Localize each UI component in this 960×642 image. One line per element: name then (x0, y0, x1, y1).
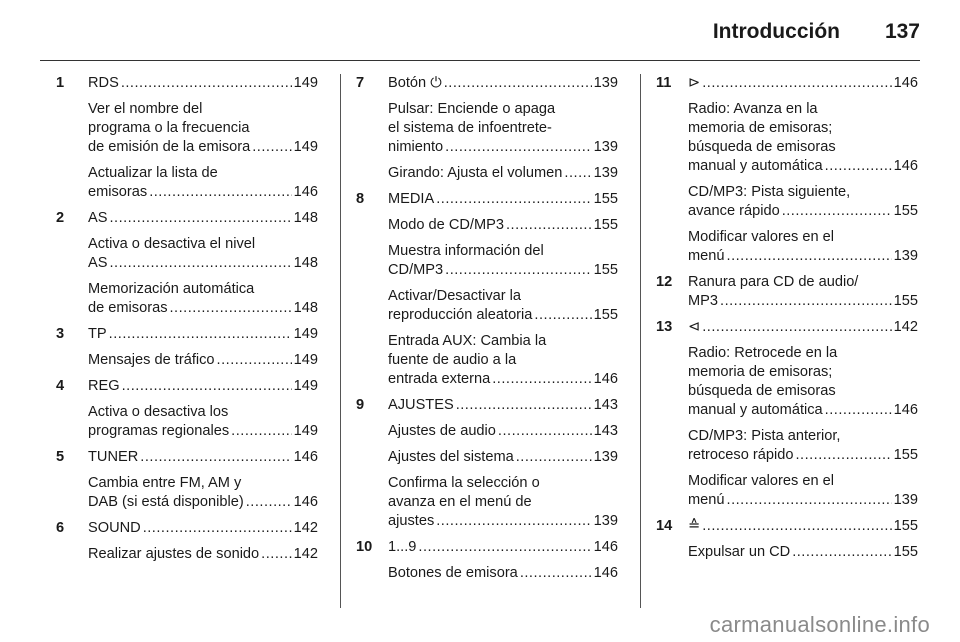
index-text: búsqueda de emisoras (688, 139, 836, 155)
page-reference: 148 (293, 255, 318, 271)
index-text: avanza en el menú de (388, 494, 532, 510)
leader-dots (149, 183, 291, 202)
page-reference: 148 (293, 210, 318, 226)
leader-dots (122, 377, 292, 396)
page-header (40, 0, 920, 56)
page-reference: 146 (593, 539, 618, 555)
column-divider (340, 74, 341, 608)
index-line (688, 74, 918, 93)
index-text: Botón ⏻ (388, 75, 442, 91)
leader-dots (436, 512, 591, 531)
page-reference: 139 (593, 139, 618, 155)
index-text: Botones de emisora (388, 565, 518, 581)
entry-number: 4 (56, 378, 65, 394)
index-text: TUNER (88, 449, 139, 465)
index-text: Radio: Avanza en la (688, 101, 818, 117)
index-entry (50, 325, 318, 344)
page-reference: 139 (893, 492, 918, 508)
page-reference: 143 (593, 397, 618, 413)
index-entry (350, 538, 618, 557)
index-column-2 (350, 74, 618, 590)
page-reference: 146 (593, 371, 618, 387)
page-reference: 146 (893, 75, 918, 91)
leader-dots (825, 157, 892, 176)
entry-number: 14 (656, 518, 673, 534)
leader-dots (436, 190, 591, 209)
leader-dots (109, 325, 292, 344)
index-entry (50, 519, 318, 538)
index-entry (350, 74, 618, 93)
index-line (688, 517, 918, 536)
page-title: Introducción (712, 20, 840, 43)
index-entry (350, 190, 618, 209)
page-reference: 155 (593, 217, 618, 233)
index-subentry (350, 474, 618, 531)
page-reference: 142 (893, 319, 918, 335)
index-line (88, 138, 318, 157)
leader-dots (516, 448, 592, 467)
entry-number: 7 (356, 75, 365, 91)
index-line (88, 209, 318, 228)
index-entry (50, 209, 318, 228)
index-line (688, 401, 918, 420)
index-text: REG (88, 378, 120, 394)
index-line (388, 261, 618, 280)
index-text: Muestra información del (388, 243, 544, 259)
entry-number: 10 (356, 539, 373, 555)
index-subentry (50, 164, 318, 202)
leader-dots (456, 396, 592, 415)
page-reference: 146 (893, 402, 918, 418)
leader-dots (702, 517, 891, 536)
entry-number: 2 (56, 210, 65, 226)
index-text: RDS (88, 75, 119, 91)
page-reference: 155 (893, 293, 918, 309)
index-text: manual y automática (688, 158, 823, 174)
leader-dots (140, 448, 291, 467)
index-subentry (350, 332, 618, 389)
index-text: Modificar valores en el (688, 473, 835, 489)
page-reference: 146 (293, 184, 318, 200)
index-column-3 (650, 74, 918, 569)
index-text: fuente de audio a la (388, 352, 517, 368)
leader-dots (445, 138, 591, 157)
index-entry (650, 74, 918, 93)
page-reference: 149 (293, 423, 318, 439)
page-reference: 139 (593, 75, 618, 91)
index-text: memoria de emisoras; (688, 120, 833, 136)
leader-dots (795, 446, 891, 465)
leader-dots (261, 545, 291, 564)
index-line (688, 318, 918, 337)
index-entry (50, 74, 318, 93)
index-text: Activa o desactiva el nivel (88, 236, 256, 252)
index-text: MEDIA (388, 191, 435, 207)
leader-dots (534, 306, 591, 325)
index-line (88, 254, 318, 273)
entry-number: 1 (56, 75, 65, 91)
index-entry (50, 377, 318, 396)
index-line (88, 325, 318, 344)
index-line (88, 351, 318, 370)
index-subentry (350, 564, 618, 583)
leader-dots (121, 74, 292, 93)
index-text: avance rápido (688, 203, 780, 219)
index-line (388, 216, 618, 235)
leader-dots (720, 292, 892, 311)
page-reference: 146 (293, 494, 318, 510)
page-reference: 146 (293, 449, 318, 465)
index-text: Actualizar la lista de (88, 165, 218, 181)
index-column-1 (50, 74, 318, 571)
entry-number: 13 (656, 319, 673, 335)
index-line (88, 422, 318, 441)
leader-dots (782, 202, 892, 221)
index-text: Pulsar: Enciende o apaga (388, 101, 556, 117)
index-subentry (350, 287, 618, 325)
leader-dots (702, 74, 891, 93)
page-reference: 139 (593, 449, 618, 465)
index-text: Entrada AUX: Cambia la (388, 333, 547, 349)
index-subentry (350, 448, 618, 467)
index-subentry (350, 164, 618, 183)
entry-number: 3 (56, 326, 65, 342)
index-text: 1...9 (388, 539, 417, 555)
index-text: el sistema de infoentrete- (388, 120, 552, 136)
leader-dots (498, 422, 592, 441)
index-text: SOUND (88, 520, 141, 536)
page-reference: 149 (293, 326, 318, 342)
index-line (688, 491, 918, 510)
index-subentry (650, 344, 918, 420)
page-reference: 139 (893, 248, 918, 264)
entry-number: 5 (56, 449, 65, 465)
watermark: carmanualsonline.info (709, 612, 930, 637)
page-reference: 155 (893, 203, 918, 219)
leader-dots (792, 543, 891, 562)
page-reference: 155 (893, 544, 918, 560)
page-reference: 149 (293, 352, 318, 368)
index-line (88, 545, 318, 564)
index-subentry (650, 427, 918, 465)
leader-dots (109, 209, 291, 228)
index-entry (50, 448, 318, 467)
index-entry (350, 396, 618, 415)
leader-dots (246, 493, 292, 512)
page-reference: 155 (893, 518, 918, 534)
index-line (388, 396, 618, 415)
index-line (88, 448, 318, 467)
index-text: CD/MP3: Pista siguiente, (688, 184, 851, 200)
index-text: AS (88, 255, 108, 271)
index-subentry (650, 183, 918, 221)
leader-dots (727, 247, 892, 266)
index-subentry (350, 242, 618, 280)
index-text: Mensajes de tráfico (88, 352, 215, 368)
leader-dots (727, 491, 892, 510)
index-text: ≙ (688, 518, 701, 534)
index-text: CD/MP3: Pista anterior, (688, 428, 841, 444)
index-text: Ajustes del sistema (388, 449, 514, 465)
index-text: ⊲ (688, 319, 701, 335)
index-line (688, 157, 918, 176)
index-text: Ver el nombre del (88, 101, 203, 117)
index-line (388, 138, 618, 157)
page-reference: 142 (293, 546, 318, 562)
index-text: AS (88, 210, 108, 226)
page-number: 137 (884, 20, 920, 43)
index-text: Modo de CD/MP3 (388, 217, 504, 233)
index-subentry (350, 100, 618, 157)
leader-dots (445, 261, 592, 280)
index-entry (650, 273, 918, 311)
index-text: programa o la frecuencia (88, 120, 250, 136)
index-subentry (50, 403, 318, 441)
leader-dots (143, 519, 292, 538)
index-text: Ajustes de audio (388, 423, 496, 439)
page-reference: 143 (593, 423, 618, 439)
index-text: TP (88, 326, 107, 342)
index-line (88, 299, 318, 318)
page-reference: 146 (893, 158, 918, 174)
header-rule (40, 60, 920, 61)
leader-dots (217, 351, 292, 370)
entry-number: 9 (356, 397, 365, 413)
page-reference: 149 (293, 139, 318, 155)
index-line (688, 292, 918, 311)
index-line (88, 183, 318, 202)
index-text: Cambia entre FM, AM y (88, 475, 242, 491)
index-line (688, 202, 918, 221)
page-reference: 142 (293, 520, 318, 536)
index-text: Ranura para CD de audio/ (688, 274, 859, 290)
index-line (388, 74, 618, 93)
page-reference: 155 (593, 262, 618, 278)
index-line (88, 519, 318, 538)
leader-dots (825, 401, 892, 420)
page-reference: 149 (293, 378, 318, 394)
index-line (88, 377, 318, 396)
index-text: menú (688, 492, 725, 508)
page-reference: 155 (593, 307, 618, 323)
index-line (388, 370, 618, 389)
index-subentry (50, 545, 318, 564)
leader-dots (564, 164, 591, 183)
index-text: Activa o desactiva los (88, 404, 229, 420)
index-entry (650, 517, 918, 536)
leader-dots (444, 74, 592, 93)
index-line (388, 448, 618, 467)
page-reference: 146 (593, 565, 618, 581)
index-subentry (650, 100, 918, 176)
leader-dots (520, 564, 592, 583)
index-text: nimiento (388, 139, 444, 155)
leader-dots (170, 299, 292, 318)
index-text: retroceso rápido (688, 447, 794, 463)
page-reference: 139 (593, 165, 618, 181)
page-reference: 155 (593, 191, 618, 207)
index-text: Realizar ajustes de sonido (88, 546, 260, 562)
index-subentry (650, 543, 918, 562)
index-line (388, 306, 618, 325)
entry-number: 12 (656, 274, 673, 290)
index-text: MP3 (688, 293, 719, 309)
index-text: búsqueda de emisoras (688, 383, 836, 399)
index-entry (650, 318, 918, 337)
index-line (688, 543, 918, 562)
index-text: programas regionales (88, 423, 230, 439)
index-line (388, 422, 618, 441)
index-line (388, 190, 618, 209)
index-text: DAB (si está disponible) (88, 494, 244, 510)
index-subentry (350, 216, 618, 235)
index-text: AJUSTES (388, 397, 454, 413)
index-text: ajustes (388, 513, 435, 529)
index-text: Radio: Retrocede en la (688, 345, 838, 361)
page-reference: 149 (293, 75, 318, 91)
index-text: manual y automática (688, 402, 823, 418)
leader-dots (109, 254, 291, 273)
index-text: CD/MP3 (388, 262, 444, 278)
leader-dots (231, 422, 291, 441)
leader-dots (252, 138, 291, 157)
leader-dots (492, 370, 591, 389)
index-text: emisoras (88, 184, 148, 200)
index-text: menú (688, 248, 725, 264)
index-line (388, 538, 618, 557)
index-line (388, 164, 618, 183)
leader-dots (702, 318, 891, 337)
index-text: reproducción aleatoria (388, 307, 533, 323)
page-reference: 139 (593, 513, 618, 529)
index-text: Girando: Ajusta el volumen (388, 165, 563, 181)
leader-dots (418, 538, 591, 557)
index-subentry (50, 474, 318, 512)
index-subentry (650, 228, 918, 266)
index-line (388, 564, 618, 583)
index-subentry (50, 235, 318, 273)
index-subentry (50, 351, 318, 370)
page-reference: 155 (893, 447, 918, 463)
index-text: de emisión de la emisora (88, 139, 251, 155)
index-text: ⊳ (688, 75, 701, 91)
index-text: Memorización automática (88, 281, 255, 297)
index-text: memoria de emisoras; (688, 364, 833, 380)
page-reference: 148 (293, 300, 318, 316)
index-text: entrada externa (388, 371, 491, 387)
index-line (388, 512, 618, 531)
index-line (688, 247, 918, 266)
column-divider (640, 74, 641, 608)
entry-number: 6 (56, 520, 65, 536)
index-text: de emisoras (88, 300, 168, 316)
leader-dots (506, 216, 592, 235)
index-line (688, 446, 918, 465)
index-subentry (350, 422, 618, 441)
index-text: Modificar valores en el (688, 229, 835, 245)
index-subentry (650, 472, 918, 510)
index-line (88, 74, 318, 93)
index-text: Confirma la selección o (388, 475, 540, 491)
entry-number: 11 (656, 75, 672, 91)
index-text: Expulsar un CD (688, 544, 791, 560)
index-subentry (50, 280, 318, 318)
index-subentry (50, 100, 318, 157)
index-text: Activar/Desactivar la (388, 288, 522, 304)
entry-number: 8 (356, 191, 365, 207)
index-line (88, 493, 318, 512)
